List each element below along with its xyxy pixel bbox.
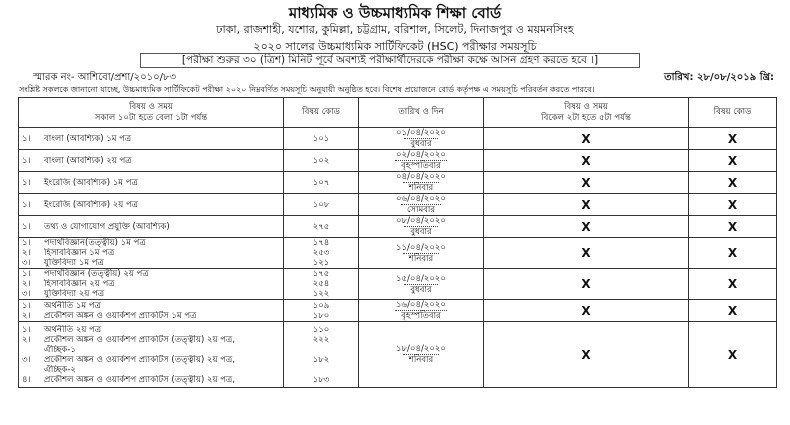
subject-number: ২। [22,248,31,258]
subject-line [22,178,280,188]
subject-code: ১৮৩ [312,374,330,385]
morning-subjects-cell [19,216,284,238]
table-row [19,194,777,216]
subject-name: বাংলা (আবশ্যিক) ২য় পত্র [44,155,132,166]
date-day-cell [359,194,484,216]
subject-number: ১। [22,269,31,279]
subject-code: ১২১ [312,258,330,268]
exam-day: বৃহস্পতিবার [395,310,447,321]
morning-subjects-cell [19,269,284,300]
subject-line [22,134,280,144]
issue-date: তারিখ: ২৮/০৮/২০১৯ খ্রি: [664,72,774,83]
exam-date: ০১/০৪/২০২০ [396,128,446,138]
date-day-cell [359,128,484,150]
afternoon-code-none-mark: X [689,216,777,238]
subject-number: ১। [22,324,31,335]
subject-code-cell [284,238,359,269]
subject-number: ২। [22,279,31,289]
exam-date: ১৫/০৪/২০২০ [396,273,446,284]
header-subject-code-2: বিষয় কোড [689,98,777,128]
exam-day: বুধবার [404,138,437,149]
subject-name: ঐচ্ছিক-২ [44,364,76,375]
exam-date: ০৮/০৪/২০২০ [396,216,446,226]
exam-day: শনিবার [403,354,439,365]
schedule-subtitle: ২০২০ সালের উচ্চমাধ্যমিক সার্টিফিকেট (HSC) পরীক্ষার সময়সূচি [253,40,537,53]
subject-code-cell [284,194,359,216]
header-afternoon-session: বিষয় ও সময় বিকেল ২টা হতে ৫টা পর্যন্ত [484,98,689,128]
subject-code-cell [284,322,359,388]
afternoon-none-mark: X [484,128,689,150]
table-row [19,300,777,322]
date-day-cell [359,300,484,322]
afternoon-none-mark: X [484,216,689,238]
subject-line [22,345,280,355]
subject-name: প্রকৌশল অঙ্কন ও ওয়ার্কশপ প্র্যাকটিস (তত্ত্বীয়) ২য় পত্র, [44,334,235,345]
afternoon-none-mark: X [484,300,689,322]
afternoon-none-mark: X [484,150,689,172]
subject-line [22,325,280,335]
subject-name: পদার্থবিজ্ঞান(তত্ত্বীয়) ১ম পত্র [44,238,146,248]
date-day-cell [359,216,484,238]
afternoon-code-none-mark: X [689,300,777,322]
subject-code [287,365,355,375]
subject-number: ১। [22,133,31,144]
subject-code: ১২২ [312,289,330,299]
subject-name: প্রকৌশল অঙ্কন ও ওয়ার্কশপ প্র্যাকটিস ১ম পত্র [44,310,197,321]
morning-subjects-cell [19,128,284,150]
subject-code: ১০১ [312,133,330,144]
subject-code: ২২২ [312,334,330,345]
subject-code: ১৮০ [312,310,330,321]
morning-subjects-cell [19,238,284,269]
afternoon-none-mark: X [484,269,689,300]
date-day-cell [359,150,484,172]
exam-date: ১১/০৪/২০২০ [396,242,446,253]
subject-line [22,311,280,321]
board-list: ঢাকা, রাজশাহী, যশোর, কুমিল্লা, চট্টগ্রাম, বরিশাল, সিলেট, দিনাজপুর ও ময়মনসিংহ [216,23,574,36]
subject-name: হিসাববিজ্ঞান ১ম পত্র [44,248,115,258]
subject-number: ৩। [22,258,31,268]
table-row [19,216,777,238]
table-header-row [19,98,777,128]
subject-line [22,289,280,299]
exam-date: ১৬/০৪/২০২০ [396,300,446,310]
notice-text: সংশ্লিষ্ট সকলকে জানানো যাচ্ছে, উচ্চমাধ্যমিক সার্টিফিকেট পরীক্ষা ২০২০ নিম্নবর্ণিত সময়সূচি অনুযায়ী অনুষ্ঠিত হবে। বিশেষ প্রয়োজনে বোর্ড কর্তৃপক্ষ এ সময়সূচি পরিবর্তন করতে পারবে। [19,85,595,94]
subject-line [22,355,280,365]
subject-number: ২। [22,310,31,321]
subject-code-cell [284,128,359,150]
subject-line [22,222,280,232]
subject-code: ১০৮ [312,199,330,210]
subject-name: যুক্তিবিদ্যা ২য় পত্র [44,289,105,299]
subject-code: ২৫৪ [312,279,330,289]
subject-name: প্রকৌশল অঙ্কন ও ওয়ার্কশপ প্র্যাকটিস (তত্ত্বীয়) ২য় পত্র, [44,354,235,365]
subject-line [22,238,280,248]
subject-name: ইংরেজি (আবশ্যিক) ২য় পত্র [44,199,139,210]
afternoon-none-mark: X [484,172,689,194]
afternoon-code-none-mark: X [689,128,777,150]
subject-code-cell [284,150,359,172]
morning-subjects-cell [19,322,284,388]
subject-code-cell [284,300,359,322]
subject-number: ১। [22,199,31,210]
afternoon-code-none-mark: X [689,172,777,194]
board-title: মাধ্যমিক ও উচ্চমাধ্যমিক শিক্ষা বোর্ড [288,4,502,22]
subject-number: ১। [22,177,31,188]
subject-name: প্রকৌশল অঙ্কন ও ওয়ার্কশপ প্র্যাকটিস (তত্ত্বীয়) ২য় পত্র, [44,374,235,385]
subject-line [22,258,280,268]
afternoon-code-none-mark: X [689,150,777,172]
subject-line [22,269,280,279]
subject-line [22,279,280,289]
subject-code: ২৭৫ [312,221,330,232]
table-row [19,238,777,269]
subject-line [22,248,280,258]
subject-code: ১৭৪ [312,238,330,248]
header-subject-code: বিষয় কোড [284,98,359,128]
subject-number: ২। [22,334,31,345]
subject-line [22,365,280,375]
subject-code: ১১০ [312,324,330,335]
memo-number: স্মারক নং- আশিবো/প্রশা/২০১০/৮৩ [33,72,176,83]
subject-code-cell [284,269,359,300]
subject-code-cell [284,216,359,238]
exam-instruction-box: [পরীক্ষা শুরুর ৩০ (ত্রিশ) মিনিট পূর্বে অবশ্যই পরীক্ষার্থীদেরকে পরীক্ষা কক্ষে আসন গ্রহণ করতে হবে ।] [140,53,640,68]
morning-subjects-cell [19,150,284,172]
subject-name: পদার্থবিজ্ঞান (তত্ত্বীয়) ২য় পত্র [44,269,149,279]
table-row [19,172,777,194]
subject-number: ৩। [22,289,31,299]
subject-name: তথ্য ও যোগাযোগ প্রযুক্তি (আবশ্যিক) [44,221,170,232]
subject-name: অর্থনীতি ২য় পত্র [44,324,102,335]
subject-name: বাংলা (আবশ্যিক) ১ম পত্র [44,133,132,144]
exam-date: ০২/০৪/২০২০ [396,150,446,160]
table-row [19,269,777,300]
subject-number: ১। [22,300,31,311]
table-row [19,322,777,388]
subject-name: যুক্তিবিদ্যা ১ম পত্র [44,258,104,268]
subject-line [22,375,280,385]
subject-number: ৩। [22,354,31,365]
date-day-cell [359,172,484,194]
subject-code: ১৭৫ [312,269,330,279]
header-morning-session: বিষয় ও সময় সকাল ১০টা হতে বেলা ১টা পর্যন্ত [19,98,284,128]
subject-code: ২৫৩ [312,248,330,258]
subject-number: ৪। [22,374,31,385]
subject-name: ইংরেজি (আবশ্যিক) ১ম পত্র [44,177,138,188]
afternoon-code-none-mark: X [689,194,777,216]
subject-code: ১০৭ [312,177,330,188]
exam-day: শনিবার [403,253,439,264]
table-row [19,128,777,150]
subject-name: হিসাববিজ্ঞান ২য় পত্র [44,279,115,289]
exam-date: ০৬/০৪/২০২০ [396,194,446,204]
exam-day: বুধবার [404,226,437,237]
subject-name: ঐচ্ছিক-১ [44,344,76,355]
subject-name: অর্থনীতি ১ম পত্র [44,300,101,311]
subject-number: ১। [22,155,31,166]
afternoon-none-mark: X [484,238,689,269]
exam-day: বৃহস্পতিবার [395,160,447,171]
subject-code: ১৮২ [312,354,330,365]
morning-subjects-cell [19,172,284,194]
subject-line [22,200,280,210]
header-date-day: তারিখ ও দিন [359,98,484,128]
morning-subjects-cell [19,300,284,322]
subject-code: ১০৯ [312,300,330,311]
exam-date: ১৮/০৪/২০২০ [396,344,446,354]
afternoon-code-none-mark: X [689,322,777,388]
exam-schedule-table [18,97,777,388]
date-day-cell [359,238,484,269]
afternoon-code-none-mark: X [689,269,777,300]
afternoon-none-mark: X [484,194,689,216]
afternoon-none-mark: X [484,322,689,388]
afternoon-code-none-mark: X [689,238,777,269]
exam-day: সোমবার [401,204,441,215]
exam-day: শনিবার [403,182,439,193]
date-day-cell [359,322,484,388]
subject-code: ১০২ [312,155,330,166]
subject-number: ১। [22,221,31,232]
morning-subjects-cell [19,194,284,216]
exam-date: ০৪/০৪/২০২০ [396,172,446,182]
subject-line [22,301,280,311]
subject-line [22,156,280,166]
exam-day: বুধবার [404,284,437,295]
subject-code [287,345,355,355]
subject-code-cell [284,172,359,194]
subject-line [22,335,280,345]
date-day-cell [359,269,484,300]
table-row [19,150,777,172]
subject-number: ১। [22,238,31,248]
